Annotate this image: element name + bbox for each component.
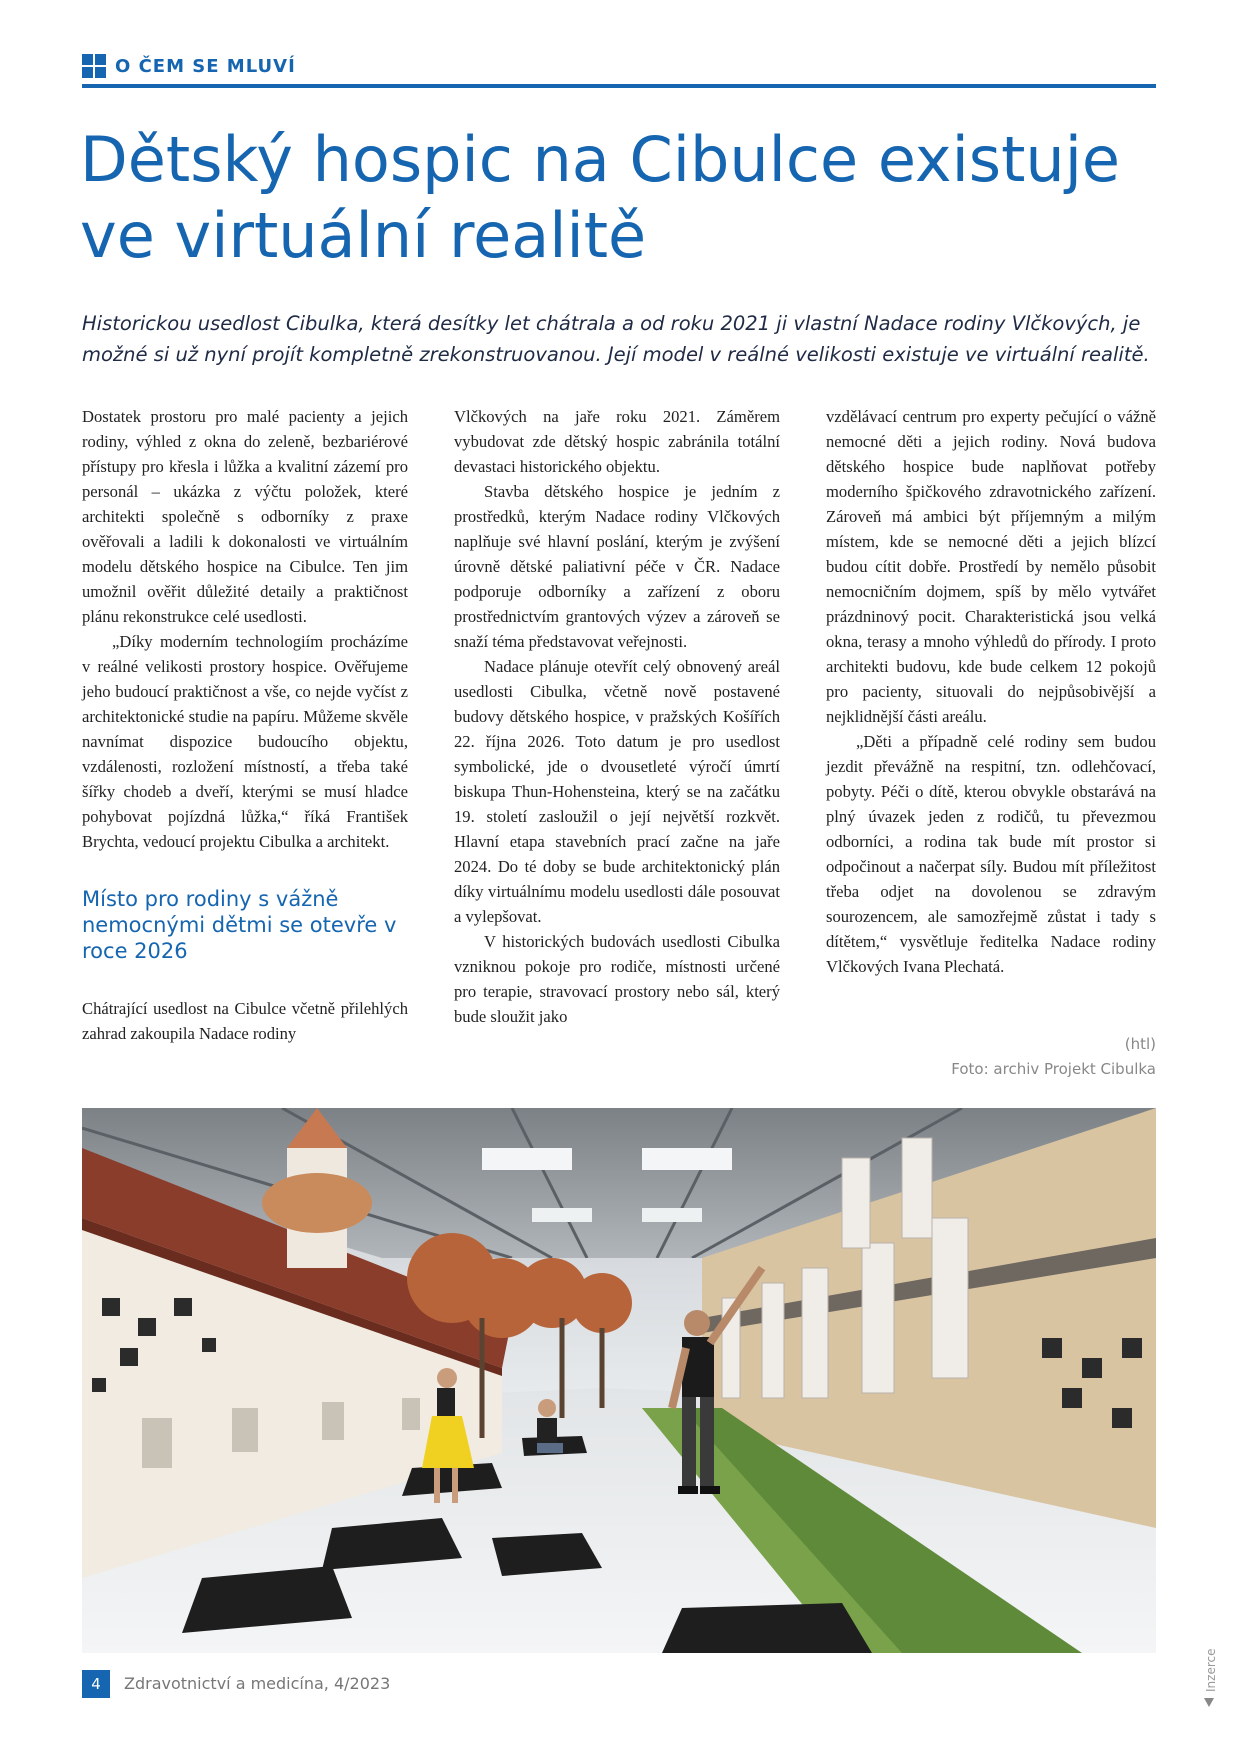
vr-hall-illustration: [82, 1108, 1156, 1653]
paragraph: vzdělávací centrum pro experty pečující o vážně nemocné děti a jejich rodiny. Nová budova dětského hospice bude naplňovat potřeby moderního špičkového zdravotnického zařízení. Zároveň má ambici být příjemným a milým místem, kde se nemocné děti a jejich blízcí budou cítit dobře. Prostředí by nemělo působit nemocničním dojmem, spíš by mělo vytvářet prázdninový pocit. Charakteristická jsou velká okna, terasy a mnoho výhledů do přírody. I proto architekti budovu, kde bude celkem 12 pokojů pro pacienty, situovali do nejpůsobivější a nejklidnější části areálu.: [826, 407, 1156, 726]
paragraph: Stavba dětského hospice je jedním z prostředků, kterým Nadace rodiny Vlčkových naplňuje své hlavní poslání, kterým je zvýšení úrovně dětské paliativní péče v ČR. Nadace podporuje odborníky a zařízení z oboru prostřednictvím grantových výzev a zároveň se snaží téma představovat veřejnosti.: [454, 482, 780, 651]
photo-credit: Foto: archiv Projekt Cibulka: [951, 1060, 1156, 1078]
triangle-down-icon: [1204, 1698, 1214, 1707]
vr-hall-photo: [82, 1108, 1156, 1653]
paragraph: Dostatek prostoru pro malé pacienty a jejich rodiny, výhled z okna do zeleně, bezbariérové přístupy pro křesla i lůžka a kvalitní zázemí pro personál – ukázka z výčtu položek, které architekti společně s odborníky z praxe ověřovali a ladili k dokonalosti ve virtuálním modelu dětského hospice na Cibulce. Ten jim umožnil ověřit důležité detaily a praktičnost plánu rekonstrukce celé usedlosti.: [82, 407, 408, 626]
article-title: Dětský hospic na Cibulce existuje ve virtuální realitě: [80, 123, 1121, 272]
section-logo-icon: [82, 54, 106, 78]
paragraph: „Díky moderním technologiím procházíme v reálné velikosti prostory hospice. Ověřujeme jeho budoucí praktičnost a vše, co nejde vyčíst z architektonické studie na papíru. Můžeme skvěle navnímat dispozice budoucího objektu, vzdálenosti, rozložení místností, a třeba také šířky chodeb a dveří, kterými se musí hladce pohybovat pojízdná lůžka,“ říká František Brychta, vedoucí projektu Cibulka a architekt.: [82, 632, 408, 851]
column-3: [826, 404, 1156, 979]
paragraph: V historických budovách usedlosti Cibulka vzniknou pokoje pro rodiče, místnosti určené pro terapie, stravovací prostory nebo sál, který bude sloužit jako: [454, 932, 780, 1026]
column-1: [82, 404, 408, 1046]
paragraph: „Děti a případně celé rodiny sem budou jezdit převážně na respitní, tzn. odlehčovací, pobyty. Péči o dítě, kterou obvykle obstarává na plný úvazek jeden z rodičů, tu převezmou odborníci, a rodina tak bude mít prostor si odpočinout a načerpat síly. Budou mít příležitost třeba odjet na dovolenou se zdravým sourozencem, ale samozřejmě zůstat i tady s dítětem,“ vysvětluje ředitelka Nadace rodiny Vlčkových Ivana Plechatá.: [826, 732, 1156, 976]
article-perex: Historickou usedlost Cibulka, která desítky let chátrala a od roku 2021 ji vlastní Nadace rodiny Vlčkových, je možné si už nyní projít kompletně zrekonstruovanou. Její model v reálné velikosti existuje ve virtuální realitě.: [82, 312, 1150, 366]
paragraph: Nadace plánuje otevřít celý obnovený areál usedlosti Cibulka, včetně nově postavené budovy dětského hospice, v pražských Košířích 22. října 2026. Toto datum je pro usedlost symbolické, jde o dvousetleté výročí úmrtí biskupa Thun-Hohensteina, který se na začátku 19. století zasloužil o její největší rozkvět. Hlavní etapa stavebních prací začne na jaře 2024. Do té doby se bude architektonický plán díky virtuálnímu modelu usedlosti dále posouvat a vylepšovat.: [454, 657, 780, 926]
column-2: [454, 404, 780, 1029]
section-label: O ČEM SE MLUVÍ: [115, 56, 296, 77]
paragraph: Vlčkových na jaře roku 2021. Záměrem vybudovat zde dětský hospic zabránila totální devastaci historického objektu.: [454, 407, 780, 476]
publication-info: Zdravotnictví a medicína, 4/2023: [124, 1674, 391, 1693]
ad-label: Inzerce: [1204, 1648, 1218, 1692]
page-number: 4: [82, 1670, 110, 1698]
paragraph: Chátrající usedlost na Cibulce včetně přilehlých zahrad zakoupila Nadace rodiny: [82, 999, 408, 1043]
section-header: [82, 54, 1156, 88]
ad-note: [1200, 1630, 1220, 1710]
author-credit: (htl): [1124, 1035, 1156, 1053]
subheading: Místo pro rodiny s vážně nemocnými dětmi se otevře v roce 2026: [82, 887, 397, 963]
